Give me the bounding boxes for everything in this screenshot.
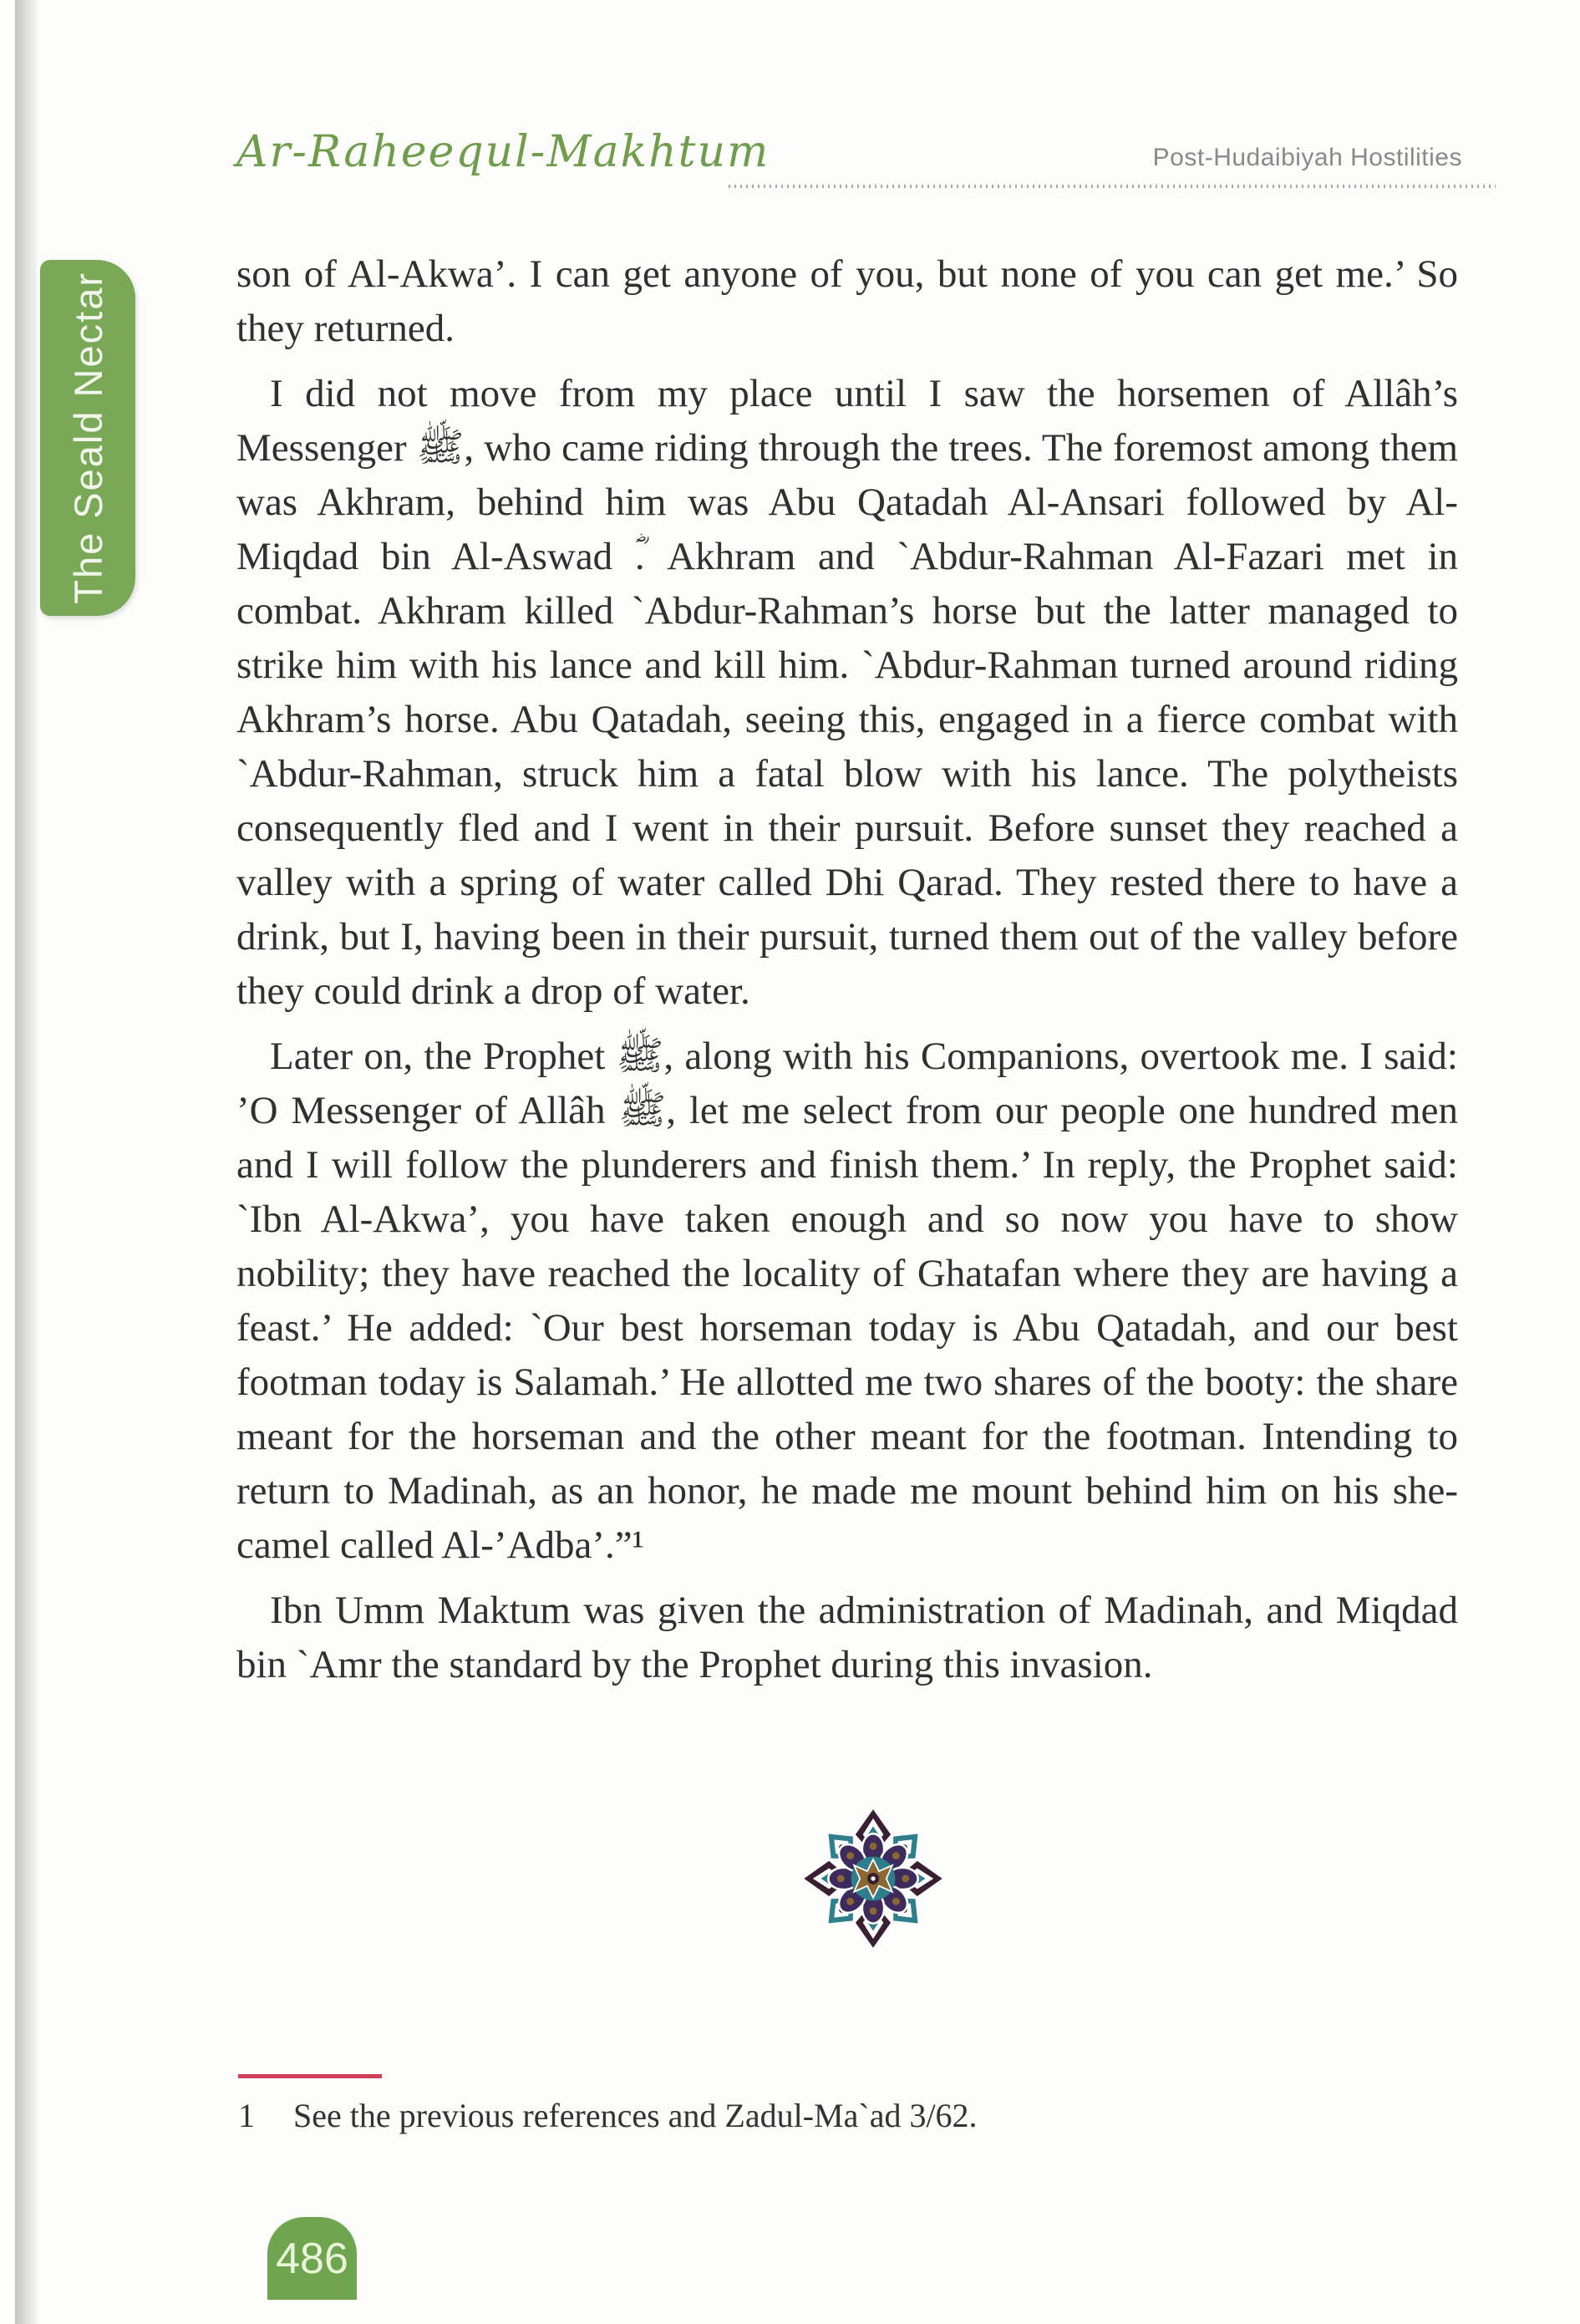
header-dotted-rule [729,185,1496,188]
paragraph: son of Al-Akwa’. I can get anyone of you, but none of you can get me.’ So they returned. [236,252,1458,350]
footnote [238,2096,1458,2135]
footnote-separator [238,2074,382,2078]
scanned-page-edge [15,0,37,2324]
footnote-number: 1 [238,2097,255,2134]
side-tab-label: The Seald Nectar [65,272,110,604]
page-number: 486 [276,2234,348,2283]
rosette-ornament-icon [800,1805,947,1952]
body-text [236,247,1458,1692]
chapter-title: Post-Hudaibiyah Hostilities [1152,144,1462,171]
footnote-text: See the previous references and Zadul-Ma`ad 3/62. [293,2097,978,2134]
paragraph: Later on, the Prophet ﷺ, along with his Companions, overtook me. I said: ’O Messenger of Allâh ﷺ, let me select from our people one hundred men and I will follow the plunderers and finish them.’ In reply, the Prophet said: `Ibn Al-Akwa’, you have taken enough and so now you have to show nobility; they have reached the locality of Ghatafan where they are having a feast.’ He added: `Our best horseman today is Abu Qatadah, and our best footman today is Salamah.’ He allotted me two shares of the booty: the share meant for the horseman and the other meant for the footman. Intending to return to Madinah, as an honor, he made me mount behind him on his she-camel called Al-’Adba’.”¹ [236,1035,1458,1567]
page-number-badge [267,2217,357,2300]
paragraph: Ibn Umm Maktum was given the administration of Madinah, and Miqdad bin `Amr the standard by the Prophet during this invasion. [236,1589,1458,1686]
side-tab [40,260,135,616]
paragraph: I did not move from my place until I saw the horsemen of Allâh’s Messenger ﷺ, who came riding through the trees. The foremost among them was Akhram, behind him was Abu Qatadah Al-Ansari followed by Al-Miqdad bin Al-Aswad ؓ. Akhram and `Abdur-Rahman Al-Fazari met in combat. Akhram killed `Abdur-Rahman’s horse but the latter managed to strike him with his lance and kill him. `Abdur-Rahman turned around riding Akhram’s horse. Abu Qatadah, seeing this, engaged in a fierce combat with `Abdur-Rahman, struck him a fatal blow with his lance. The polytheists consequently fled and I went in their pursuit. Before sunset they reached a valley with a spring of water called Dhi Qarad. They rested there to have a drink, but I, having been in their pursuit, turned them out of the valley before they could drink a drop of water. [236,372,1459,1013]
book-title-script: Ar-Raheequl-Makhtum [236,127,770,177]
